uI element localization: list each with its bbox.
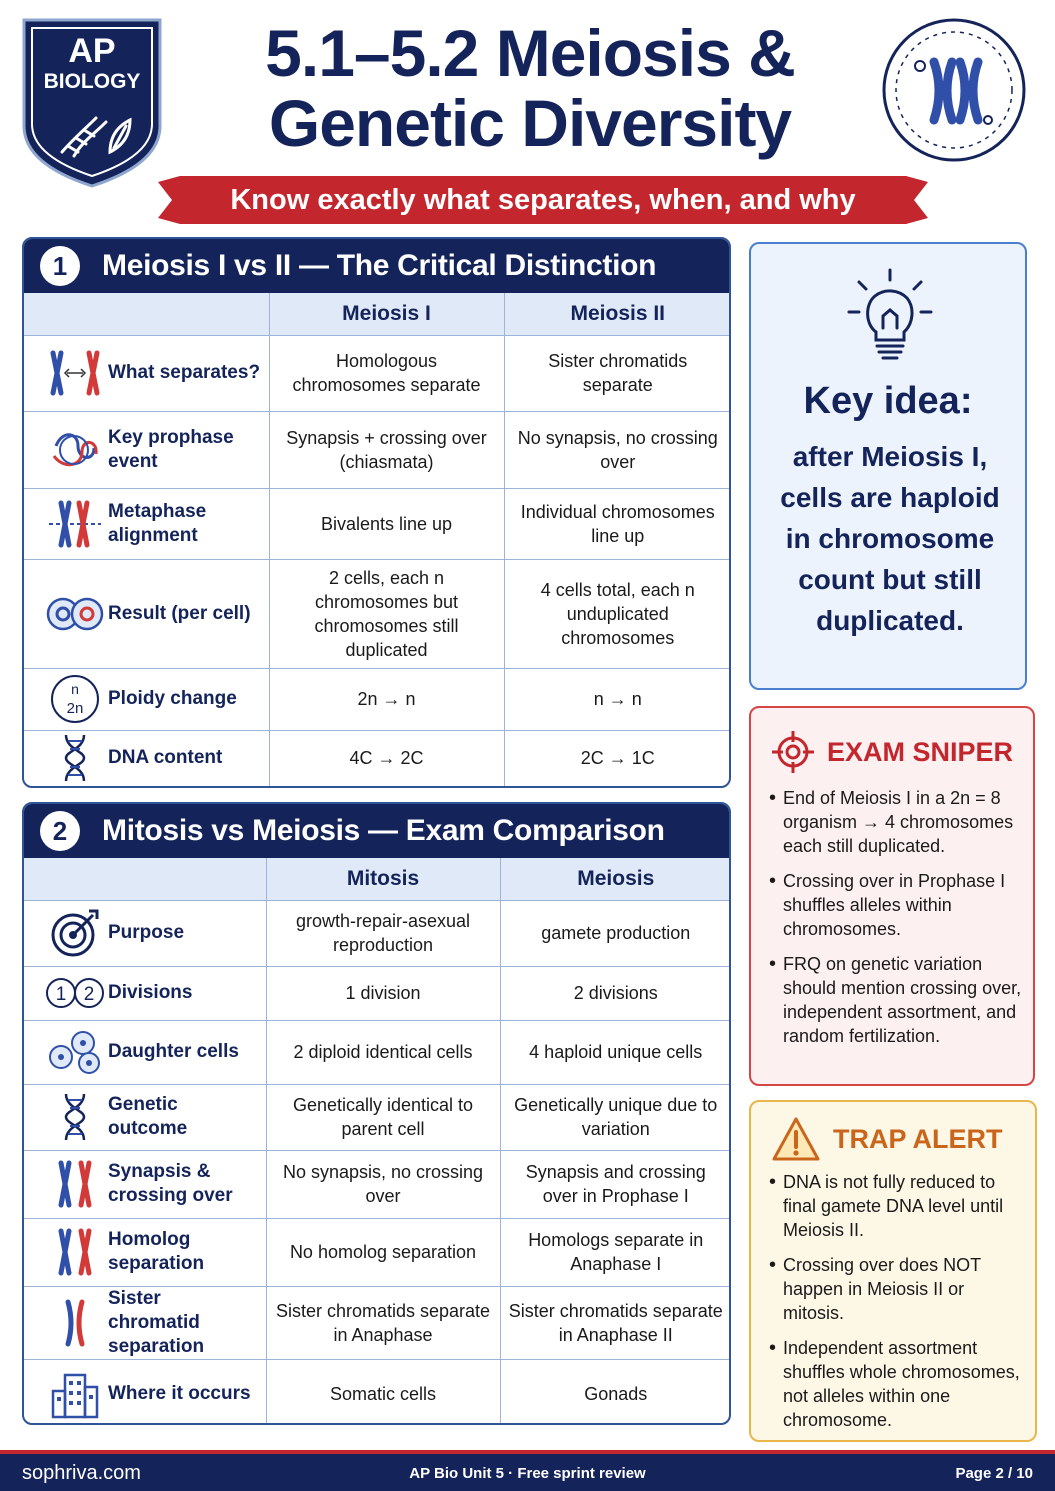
trap-alert-box — [749, 1100, 1037, 1442]
column-header-mitosis: Mitosis — [266, 858, 500, 900]
column-header — [24, 858, 266, 900]
table-cell: 2C → 1C — [504, 730, 731, 786]
meiosis-table — [24, 293, 731, 786]
svg-text:BIOLOGY: BIOLOGY — [43, 70, 141, 93]
table-cell: 2 diploid identical cells — [266, 1020, 500, 1084]
list-item: • End of Meiosis I in a 2n = 8 organism → 4 chromosomes each still duplicated. — [769, 786, 1025, 858]
daughter-cells-icon — [42, 1029, 108, 1075]
row-label: Where it occurs — [108, 1383, 251, 1405]
footer-site-link[interactable]: sophriva.com — [22, 1462, 141, 1484]
ap-biology-badge — [18, 14, 166, 190]
section-title: Meiosis I vs II — The Critical Distinction — [102, 249, 657, 282]
table-row — [24, 1286, 731, 1359]
exam-sniper-title: EXAM SNIPER — [827, 736, 1014, 767]
chromosome-swap-icon — [42, 349, 108, 397]
table-row — [24, 335, 731, 411]
mitosis-meiosis-table-panel — [22, 802, 731, 1425]
building-icon — [42, 1369, 108, 1419]
row-label: Synapsis & crossing over — [108, 1161, 233, 1206]
row-label: What separates? — [108, 362, 261, 383]
row-label: Result (per cell) — [108, 602, 251, 624]
table-cell: No homolog separation — [266, 1218, 500, 1286]
metaphase-plate-icon — [42, 499, 108, 549]
table-row — [24, 730, 731, 786]
row-label: Purpose — [108, 922, 185, 943]
dna-helix-icon — [42, 733, 108, 783]
table-cell: Sister chromatids separate in Anaphase — [266, 1286, 500, 1359]
target-icon — [42, 907, 108, 959]
table-cell: 1 division — [266, 966, 500, 1020]
row-label: Sister chromatid separation — [108, 1287, 205, 1357]
svg-text:AP: AP — [68, 32, 116, 70]
ploidy-icon — [42, 672, 108, 726]
page-number: Page 2 / 10 — [955, 1465, 1033, 1482]
section-number: 1 — [40, 246, 80, 286]
table-row — [24, 559, 731, 668]
table-cell: No synapsis, no crossing over — [504, 411, 731, 488]
row-label: Genetic outcome — [108, 1094, 188, 1139]
homolog-pair-icon — [42, 1227, 108, 1277]
table-cell: 2 divisions — [500, 966, 731, 1020]
mitosis-table-header — [24, 804, 729, 858]
exam-sniper-list — [769, 786, 1025, 1059]
table-row — [24, 668, 731, 730]
table-cell: Sister chromatids separate in Anaphase II — [500, 1286, 731, 1359]
table-cell: Sister chromatids separate — [504, 335, 731, 411]
meiosis-table-panel — [22, 237, 731, 788]
svg-text:n: n — [71, 681, 79, 697]
row-label: Homolog separation — [108, 1229, 205, 1274]
key-idea-text: after Meiosis I, cells are haploid in chromosome count but still duplicated. — [780, 441, 1000, 636]
table-cell: Homologous chromosomes separate — [269, 335, 504, 411]
exam-sniper-box — [749, 706, 1035, 1086]
svg-text:1: 1 — [55, 984, 67, 1005]
list-item: • FRQ on genetic variation should mention crossing over, independent assortment, and random fertilization. — [769, 952, 1025, 1048]
table-row — [24, 488, 731, 559]
table-cell: Bivalents line up — [269, 488, 504, 559]
table-cell: 4 cells total, each n unduplicated chromosomes — [504, 559, 731, 668]
table-row — [24, 1084, 731, 1150]
row-label: Ploidy change — [108, 688, 237, 709]
table-cell: 2n → n — [269, 668, 504, 730]
row-label: Metaphase alignment — [108, 500, 207, 546]
row-label: Key prophase event — [108, 426, 234, 472]
table-cell: Genetically unique due to variation — [500, 1084, 731, 1150]
list-item: • Crossing over does NOT happen in Meiosis II or mitosis. — [769, 1253, 1025, 1325]
column-header — [24, 293, 269, 335]
table-cell: Synapsis and crossing over in Prophase I — [500, 1150, 731, 1218]
column-header-meiosis-2: Meiosis II — [504, 293, 731, 335]
section-number: 2 — [40, 811, 80, 851]
table-row — [24, 900, 731, 966]
table-row — [24, 1218, 731, 1286]
row-label: DNA content — [108, 747, 223, 769]
section-title: Mitosis vs Meiosis — Exam Comparison — [102, 814, 665, 847]
key-idea-heading: Key idea: — [803, 380, 973, 422]
table-row — [24, 1020, 731, 1084]
trap-alert-title: TRAP ALERT — [833, 1123, 1003, 1154]
subtitle-banner — [158, 176, 928, 224]
list-item: • DNA is not fully reduced to final gamete DNA level until Meiosis II. — [769, 1170, 1025, 1242]
crossing-over-icon — [42, 1159, 108, 1209]
row-label: Daughter cells — [108, 1041, 239, 1062]
svg-text:2n: 2n — [66, 700, 84, 717]
table-row — [24, 1359, 731, 1425]
column-header-meiosis-1: Meiosis I — [269, 293, 504, 335]
table-cell: No synapsis, no crossing over — [266, 1150, 500, 1218]
table-cell: 2 cells, each n chromosomes but chromosomes still duplicated — [269, 559, 504, 668]
table-cell: n → n — [504, 668, 731, 730]
table-row — [24, 1150, 731, 1218]
lightbulb-icon — [845, 268, 935, 368]
table-row — [24, 966, 731, 1020]
table-row — [24, 411, 731, 488]
footer-center-text: AP Bio Unit 5 · Free sprint review — [409, 1465, 646, 1482]
row-label: Divisions — [108, 982, 193, 1003]
two-cells-icon — [42, 594, 108, 634]
table-cell: Synapsis + crossing over (chiasmata) — [269, 411, 504, 488]
warning-icon — [771, 1116, 821, 1162]
footer — [0, 1450, 1055, 1491]
table-cell: Individual chromosomes line up — [504, 488, 731, 559]
page-title: 5.1–5.2 Meiosis & Genetic Diversity — [265, 16, 795, 160]
list-item: • Independent assortment shuffles whole chromosomes, not alleles within one chromosome. — [769, 1336, 1025, 1432]
key-idea-box — [749, 242, 1027, 690]
table-cell: Gonads — [500, 1359, 731, 1425]
meiosis-table-header — [24, 239, 729, 293]
one-two-icon — [42, 976, 108, 1010]
table-cell: Genetically identical to parent cell — [266, 1084, 500, 1150]
column-header-meiosis: Meiosis — [500, 858, 731, 900]
table-cell: growth-repair-asexual reproduction — [266, 900, 500, 966]
table-cell: Somatic cells — [266, 1359, 500, 1425]
table-cell: Homologs separate in Anaphase I — [500, 1218, 731, 1286]
svg-text:2: 2 — [83, 984, 95, 1005]
table-cell: 4C → 2C — [269, 730, 504, 786]
sister-chromatid-icon — [42, 1298, 108, 1348]
crosshair-icon — [771, 730, 815, 774]
mitosis-meiosis-table — [24, 858, 731, 1425]
list-item: • Crossing over in Prophase I shuffles alleles within chromosomes. — [769, 869, 1025, 941]
dna-helix-icon — [42, 1092, 108, 1142]
trap-alert-list — [769, 1170, 1025, 1443]
chromosome-circle-icon — [880, 16, 1028, 164]
table-cell: 4 haploid unique cells — [500, 1020, 731, 1084]
tangled-chromosomes-icon — [42, 426, 108, 474]
table-cell: gamete production — [500, 900, 731, 966]
subtitle-text: Know exactly what separates, when, and why — [230, 184, 856, 216]
